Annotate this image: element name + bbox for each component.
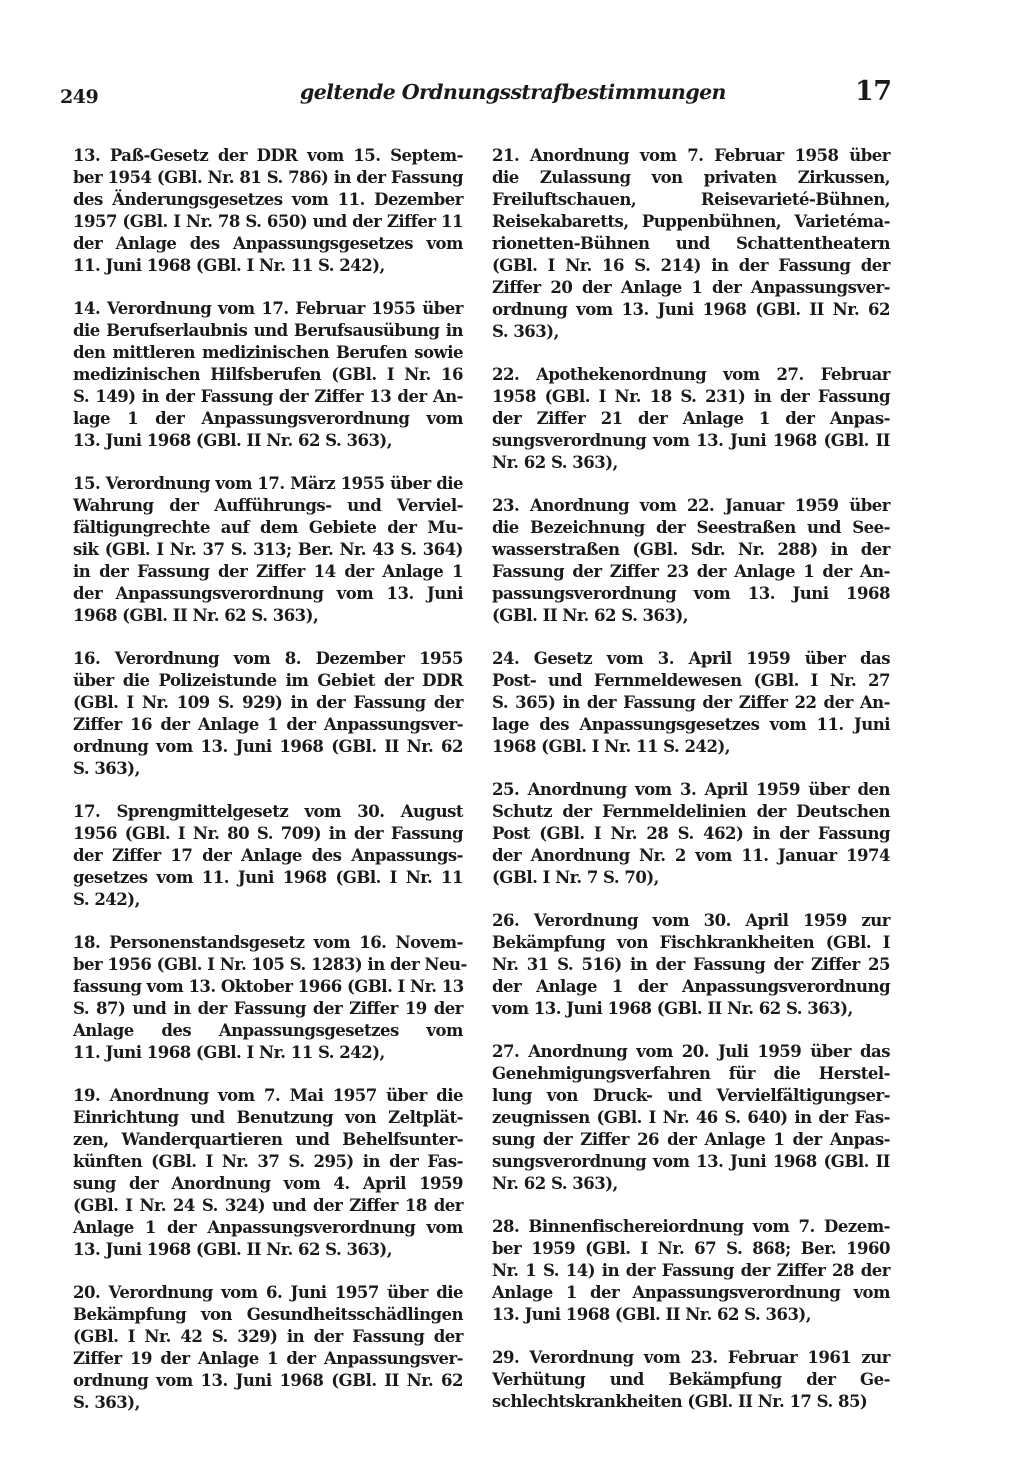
entry-text-line: ordnung vom 13. Juni 1968 (GBl. II Nr. 62 [492,300,890,319]
entry-text-line: ber 1956 (GBl. I Nr. 105 S. 1283) in der Neu- [73,955,467,974]
entry-text-line: medizinischen Hilfsberufen (GBl. I Nr. 16 [73,365,463,384]
entry-text-line: der Anpassungsverordnung vom 13. Juni [73,584,463,603]
entry-text-line: 16. Verordnung vom 8. Dezember 1955 [73,649,463,668]
entry-text-line: schlechtskrankheiten (GBl. II Nr. 17 S. 85) [492,1392,868,1411]
entry-text-line: 26. Verordnung vom 30. April 1959 zur [492,911,890,930]
entry-text-line: künften (GBl. I Nr. 37 S. 295) in der Fas- [73,1152,463,1171]
entry-text-line: (GBl. I Nr. 109 S. 929) in der Fassung der [73,693,463,712]
entry-text-line: 20. Verordnung vom 6. Juni 1957 über die [73,1283,463,1302]
regulation-entry [492,910,890,1020]
entry-text-line: S. 363), [73,759,140,778]
entry-text-line: ber 1954 (GBl. Nr. 81 S. 786) in der Fassung [73,168,463,187]
entry-text-line: Anlage des Anpassungsgesetzes vom [73,1021,463,1040]
entry-text-line: fassung vom 13. Oktober 1966 (GBl. I Nr. 13 [73,977,464,996]
entry-text-line: S. 363), [492,322,559,341]
entry-text-line: 1968 (GBl. I Nr. 11 S. 242), [492,737,730,756]
entry-text-line: der Ziffer 21 der Anlage 1 der Anpas- [492,409,890,428]
regulation-entry [492,648,890,758]
entry-text-line: 24. Gesetz vom 3. April 1959 über das [492,649,890,668]
entry-text-line: Bekämpfung von Gesundheitsschädlingen [73,1305,463,1324]
regulation-entry [492,364,890,474]
entry-text-line: lage 1 der Anpassungsverordnung vom [73,409,463,428]
entry-text-line: 13. Juni 1968 (GBl. II Nr. 62 S. 363), [492,1305,811,1324]
entry-text-line: 11. Juni 1968 (GBl. I Nr. 11 S. 242), [73,1043,385,1062]
entry-text-line: 1968 (GBl. II Nr. 62 S. 363), [73,606,319,625]
entry-text-line: die Zulassung von privaten Zirkussen, [492,168,890,187]
entry-text-line: Nr. 62 S. 363), [492,1174,618,1193]
entry-text-line: Einrichtung und Benutzung von Zeltplät- [73,1108,463,1127]
entry-text-line: 15. Verordnung vom 17. März 1955 über die [73,474,463,493]
entry-text-line: Wahrung der Aufführungs- und Verviel- [73,496,463,515]
entry-text-line: zen, Wanderquartieren und Behelfsunter- [73,1130,463,1149]
entry-text-line: Verhütung und Bekämpfung der Ge- [492,1370,890,1389]
regulation-entry [73,1085,463,1261]
entry-text-line: 19. Anordnung vom 7. Mai 1957 über die [73,1086,463,1105]
entry-text-line: ordnung vom 13. Juni 1968 (GBl. II Nr. 62 [73,1371,463,1390]
entry-text-line: S. 87) und in der Fassung der Ziffer 19 der [73,999,463,1018]
entry-text-line: Nr. 1 S. 14) in der Fassung der Ziffer 28 der [492,1261,890,1280]
entry-text-line: Freiluftschauen, Reisevarieté-Bühnen, [492,190,890,209]
entry-text-line: der Anlage des Anpassungsgesetzes vom [73,234,463,253]
entry-text-line: rionetten-Bühnen und Schattentheatern [492,234,890,253]
entry-text-line: (GBl. I Nr. 16 S. 214) in der Fassung der [492,256,890,275]
entry-text-line: den mittleren medizinischen Berufen sowie [73,343,463,362]
entry-text-line: Fassung der Ziffer 23 der Anlage 1 der An- [492,562,890,581]
regulation-entry [73,298,463,452]
entry-text-line: sungsverordnung vom 13. Juni 1968 (GBl. II [492,1152,890,1171]
regulation-entry [492,1347,890,1413]
entry-text-line: sung der Ziffer 26 der Anlage 1 der Anpas- [492,1130,890,1149]
entry-text-line: S. 149) in der Fassung der Ziffer 13 der An- [73,387,463,406]
entry-text-line: der Ziffer 17 der Anlage des Anpassungs- [73,846,463,865]
entry-text-line: lung von Druck- und Vervielfältigungser- [492,1086,890,1105]
entry-text-line: die Bezeichnung der Seestraßen und See- [492,518,890,537]
regulation-entry [492,495,890,627]
entry-text-line: 13. Juni 1968 (GBl. II Nr. 62 S. 363), [73,1240,392,1259]
entry-text-line: 22. Apothekenordnung vom 27. Februar [492,365,890,384]
entry-text-line: (GBl. I Nr. 7 S. 70), [492,868,659,887]
regulation-entry [73,932,467,1064]
entry-text-line: 18. Personenstandsgesetz vom 16. Novem- [73,933,463,952]
entry-text-line: Anlage 1 der Anpassungsverordnung vom [492,1283,890,1302]
entry-text-line: sik (GBl. I Nr. 37 S. 313; Ber. Nr. 43 S. 364) [73,540,463,559]
regulation-entry [492,779,890,889]
entry-text-line: 27. Anordnung vom 20. Juli 1959 über das [492,1042,890,1061]
entry-text-line: 21. Anordnung vom 7. Februar 1958 über [492,146,890,165]
entry-text-line: vom 13. Juni 1968 (GBl. II Nr. 62 S. 363), [492,999,853,1018]
entry-text-line: 29. Verordnung vom 23. Februar 1961 zur [492,1348,890,1367]
entry-text-line: Genehmigungsverfahren für die Herstel- [492,1064,890,1083]
entry-text-line: 28. Binnenfischereiordnung vom 7. Dezem- [492,1217,890,1236]
entry-text-line: (GBl. I Nr. 24 S. 324) und der Ziffer 18 der [73,1196,463,1215]
entry-text-line: 13. Paß-Gesetz der DDR vom 15. Septem- [73,146,463,165]
left-column [73,145,467,1435]
entry-text-line: 1957 (GBl. I Nr. 78 S. 650) und der Ziffer 11 [73,212,463,231]
regulation-entry [73,473,463,627]
entry-text-line: über die Polizeistunde im Gebiet der DDR [73,671,463,690]
entry-text-line: Post (GBl. I Nr. 28 S. 462) in der Fassung [492,824,890,843]
section-number: 17 [855,76,892,107]
running-header-title: geltende Ordnungsstrafbestimmungen [300,80,726,104]
entry-text-line: Reisekabaretts, Puppenbühnen, Varietéma- [492,212,890,231]
regulation-entry [73,1282,463,1414]
entry-text-line: 13. Juni 1968 (GBl. II Nr. 62 S. 363), [73,431,392,450]
entry-text-line: des Änderungsgesetzes vom 11. Dezember [73,190,463,209]
entry-text-line: sung der Anordnung vom 4. April 1959 [73,1174,463,1193]
entry-text-line: Ziffer 20 der Anlage 1 der Anpassungsver- [492,278,890,297]
entry-text-line: Bekämpfung von Fischkrankheiten (GBl. I [492,933,890,952]
entry-text-line: 23. Anordnung vom 22. Januar 1959 über [492,496,890,515]
regulation-entry [73,801,463,911]
entry-text-line: Anlage 1 der Anpassungsverordnung vom [73,1218,463,1237]
entry-text-line: S. 365) in der Fassung der Ziffer 22 der An- [492,693,890,712]
page-number: 249 [60,86,99,108]
entry-text-line: Nr. 62 S. 363), [492,453,618,472]
entry-text-line: in der Fassung der Ziffer 14 der Anlage 1 [73,562,463,581]
entry-text-line: die Berufserlaubnis und Berufsausübung in [73,321,463,340]
entry-text-line: zeugnissen (GBl. I Nr. 46 S. 640) in der Fas- [492,1108,890,1127]
entry-text-line: S. 363), [73,1393,140,1412]
entry-text-line: (GBl. I Nr. 42 S. 329) in der Fassung der [73,1327,463,1346]
entry-text-line: (GBl. II Nr. 62 S. 363), [492,606,689,625]
entry-text-line: Ziffer 19 der Anlage 1 der Anpassungsver- [73,1349,463,1368]
regulation-entry [73,145,463,277]
entry-text-line: 14. Verordnung vom 17. Februar 1955 über [73,299,463,318]
regulation-entry [73,648,463,780]
entry-text-line: ber 1959 (GBl. I Nr. 67 S. 868; Ber. 1960 [492,1239,890,1258]
entry-text-line: passungsverordnung vom 13. Juni 1968 [492,584,890,603]
entry-text-line: Post- und Fernmeldewesen (GBl. I Nr. 27 [492,671,890,690]
entry-text-line: ordnung vom 13. Juni 1968 (GBl. II Nr. 62 [73,737,463,756]
entry-text-line: 17. Sprengmittelgesetz vom 30. August [73,802,463,821]
entry-text-line: gesetzes vom 11. Juni 1968 (GBl. I Nr. 11 [73,868,463,887]
regulation-entry [492,145,890,343]
entry-text-line: der Anlage 1 der Anpassungsverordnung [492,977,890,996]
entry-text-line: S. 242), [73,890,140,909]
entry-text-line: wasserstraßen (GBl. Sdr. Nr. 288) in der [492,540,890,559]
entry-text-line: 1956 (GBl. I Nr. 80 S. 709) in der Fassung [73,824,463,843]
entry-text-line: lage des Anpassungsgesetzes vom 11. Juni [492,715,890,734]
entry-text-line: der Anordnung Nr. 2 vom 11. Januar 1974 [492,846,890,865]
regulation-entry [492,1216,890,1326]
right-column [492,145,890,1434]
entry-text-line: fältigungrechte auf dem Gebiete der Mu- [73,518,463,537]
entry-text-line: 1958 (GBl. I Nr. 18 S. 231) in der Fassung [492,387,890,406]
entry-text-line: Schutz der Fernmeldelinien der Deutschen [492,802,890,821]
entry-text-line: Nr. 31 S. 516) in der Fassung der Ziffer 25 [492,955,890,974]
entry-text-line: sungsverordnung vom 13. Juni 1968 (GBl. II [492,431,890,450]
entry-text-line: 11. Juni 1968 (GBl. I Nr. 11 S. 242), [73,256,385,275]
entry-text-line: Ziffer 16 der Anlage 1 der Anpassungsver- [73,715,463,734]
entry-text-line: 25. Anordnung vom 3. April 1959 über den [492,780,890,799]
regulation-entry [492,1041,890,1195]
